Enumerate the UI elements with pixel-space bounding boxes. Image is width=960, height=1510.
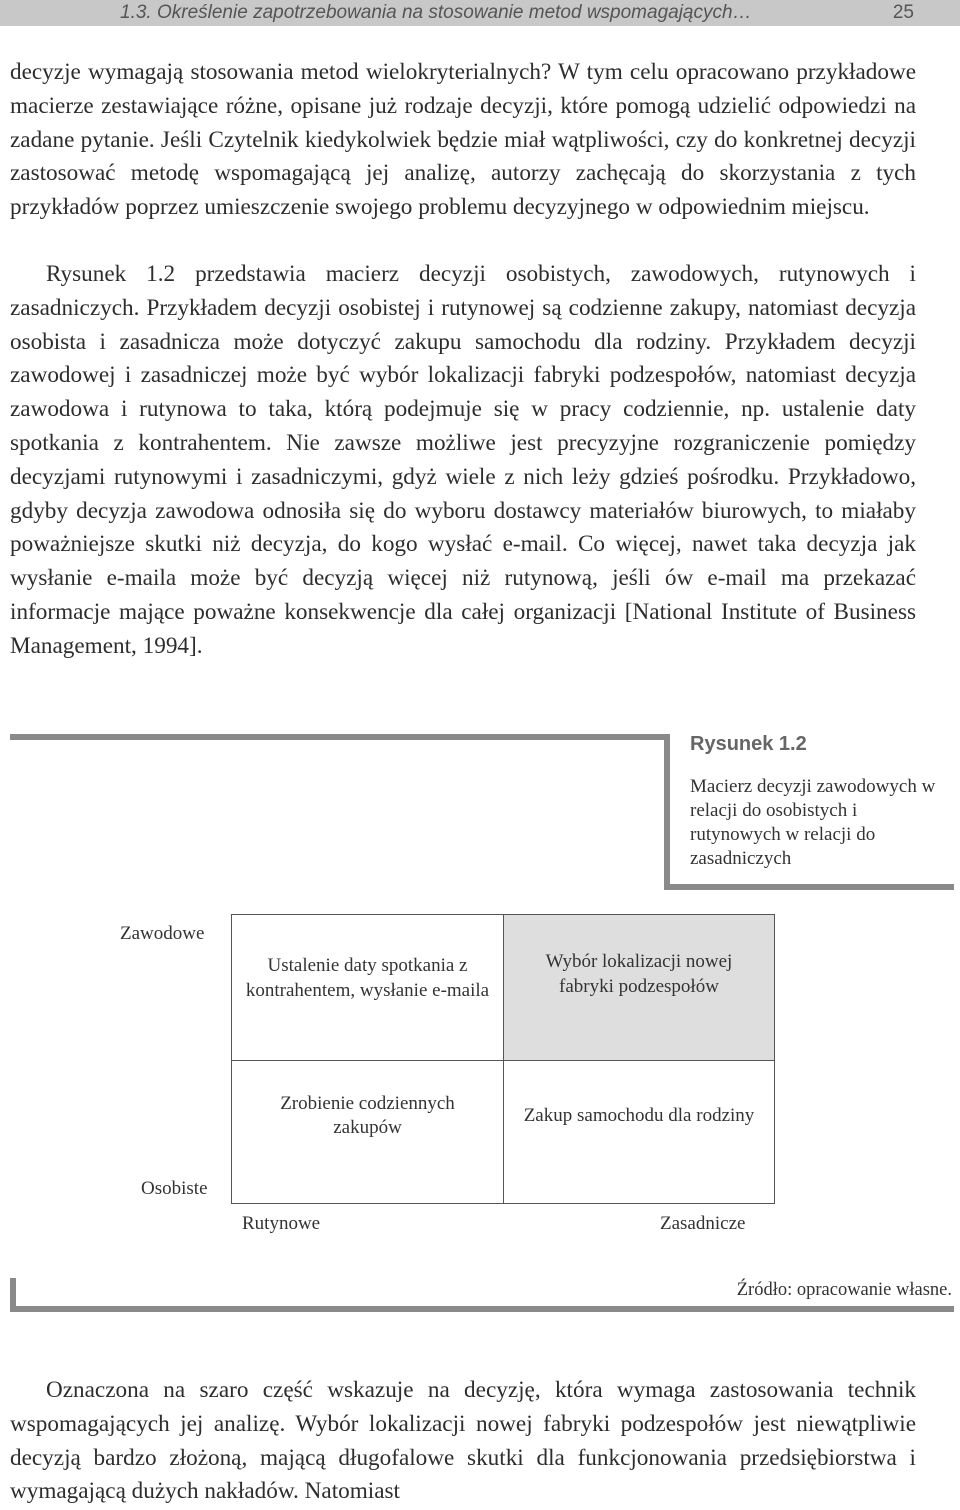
matrix-cell-zawodowe-rutynowe: [231, 914, 504, 1061]
axis-label-osobiste: Osobiste: [141, 1178, 208, 1199]
figure-frame-divider: [664, 734, 670, 890]
axis-label-rutynowe: Rutynowe: [242, 1213, 321, 1234]
matrix-cell-zawodowe-zasadnicze-highlighted: [503, 914, 775, 1061]
decision-matrix: [231, 914, 775, 1204]
matrix-cell-text: Zrobienie codziennych zakupów: [280, 1092, 455, 1138]
matrix-cell-osobiste-zasadnicze: [503, 1060, 775, 1204]
page-number: 25: [892, 2, 914, 23]
matrix-cell-osobiste-rutynowe: [231, 1060, 504, 1204]
source-frame-bottom: [10, 1306, 954, 1312]
figure-frame-top: [10, 734, 670, 740]
body-paragraph-3: Oznaczona na szaro część wskazuje na decyzję, która wymaga zastosowania technik wspomagających jej analizę. Wybór lokalizacji nowej fabryki podzespołów jest niewątpliwie decyzją bardzo złożoną, mającą długofalowe skutki dla funkcjonowania przedsiębiorstwa i wymagającą dużych nakładów. Natomiast: [10, 1377, 916, 1505]
axis-label-zawodowe: Zawodowe: [120, 923, 205, 944]
figure-source-note: Źródło: opracowanie własne.: [736, 1280, 952, 1300]
body-paragraph-1: decyzje wymagają stosowania metod wielokryterialnych? W tym celu opracowano przykładowe macierze zestawiające różne, opisane już rodzaje decyzji, które pomogą udzielić odpowiedzi na zadane pytanie. Jeśli Czytelnik kiedykolwiek będzie miał wątpliwości, czy do konkretnej decyzji zastosować metodę wspomagającą jej analizę, autorzy zachęcają do skorzystania z tych przykładów poprzez umieszczenie swojego problemu decyzyjnego w odpowiednim miejscu.: [10, 59, 916, 221]
figure-frame-bottom: [664, 884, 954, 890]
figure-label: Rysunek 1.2: [690, 733, 807, 755]
matrix-cell-text: Zakup samochodu dla rodziny: [523, 1104, 755, 1126]
running-title: 1.3. Określenie zapotrzebowania na stosowanie metod wspomagających…: [120, 2, 752, 23]
axis-label-zasadnicze: Zasadnicze: [660, 1213, 746, 1234]
matrix-cell-text: Wybór lokalizacji nowej fabryki podzespołów: [545, 951, 733, 997]
figure-caption: Macierz decyzji zawodowych w relacji do osobistych i rutynowych w relacji do zasadniczych: [690, 776, 936, 869]
matrix-cell-text: Ustalenie daty spotkania z kontrahentem, wysłanie e-maila: [245, 955, 490, 1001]
body-paragraph-2: Rysunek 1.2 przedstawia macierz decyzji osobistych, zawodowych, rutynowych i zasadniczych. Przykładem decyzji osobistej i rutynowej są codzienne zakupy, natomiast decyzja osobista i zasadnicza może dotyczyć zakupu samochodu dla rodziny. Przykładem decyzji zawodowej i zasadniczej może być wybór lokalizacji fabryki podzespołów, natomiast decyzja zawodowa i rutynowa to taka, którą podejmuje się w pracy codziennie, np. ustalenie daty spotkania z kontrahentem. Nie zawsze możliwe jest precyzyjne rozgraniczenie pomiędzy decyzjami rutynowymi i zasadniczymi, gdyż wiele z nich leży gdzieś pośrodku. Przykładowo, gdyby decyzja zawodowa odnosiła się do wyboru dostawcy materiałów biurowych, to miałaby poważniejsze skutki niż decyzja, do kogo wysłać e-mail. Co więcej, nawet taka decyzja jak wysłanie e-maila może być decyzją więcej niż rutynową, jeśli ów e-mail ma przekazać informacje mające poważne konsekwencje dla całej organizacji [National Institute of Business Management, 1994].: [10, 261, 916, 659]
